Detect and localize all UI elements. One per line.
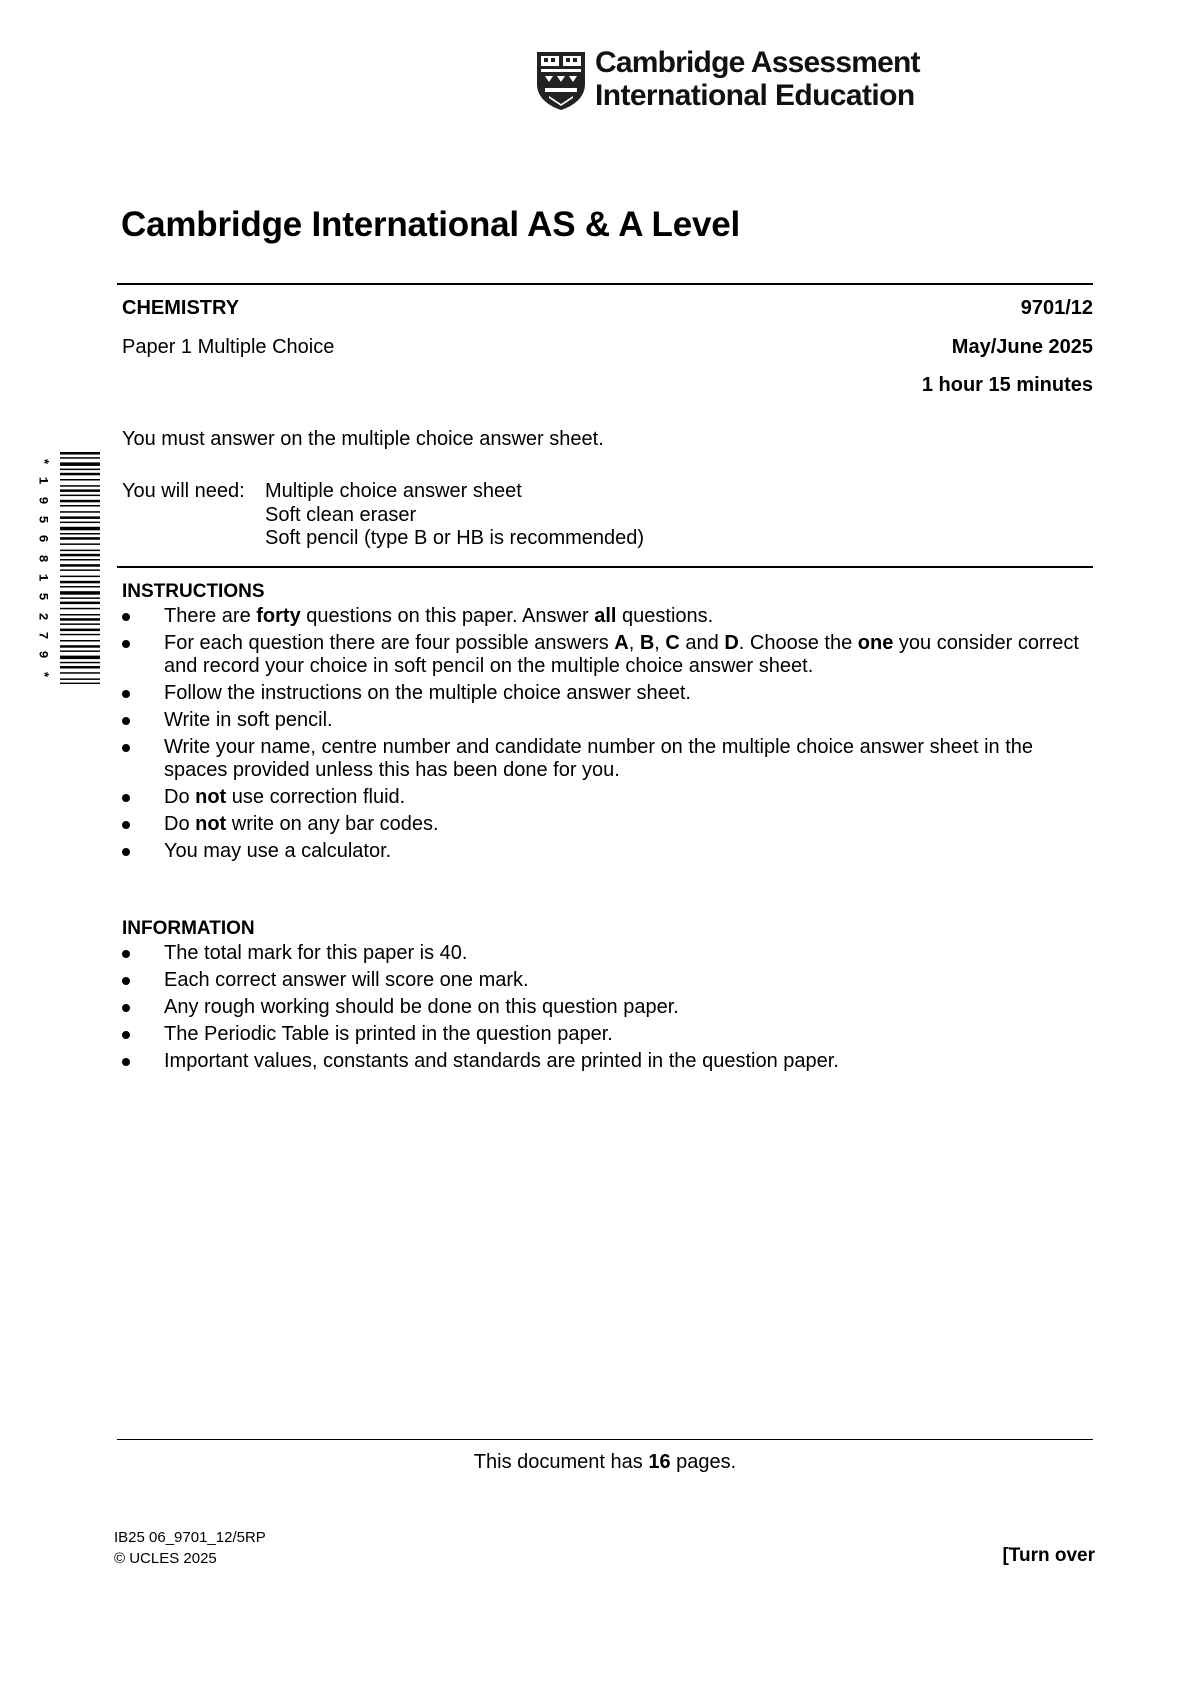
instruction-text: you consider correct and record your choice in soft pencil on the multiple choice answer sheet.: [164, 632, 1079, 677]
barcode-bar: [60, 629, 100, 632]
barcode-digit: 1: [35, 476, 51, 485]
paper-title: Paper 1 Multiple Choice: [122, 336, 335, 358]
barcode-bar: [60, 586, 100, 588]
barcode-bar: [60, 618, 100, 621]
need-label: You will need:: [122, 480, 245, 502]
instruction-item: [122, 632, 1097, 678]
instruction-text: You may use a calculator.: [164, 840, 392, 862]
barcode-digit: *: [35, 670, 51, 679]
barcode-digit: 7: [35, 631, 51, 640]
page-count-suffix: pages.: [670, 1451, 737, 1473]
header-top-rule: [117, 283, 1093, 285]
need-item: Soft pencil (type B or HB is recommended): [265, 527, 645, 549]
instruction-emphasis: not: [195, 813, 227, 835]
logo-line-2: International Education: [595, 79, 915, 112]
barcode-bar: [60, 591, 100, 595]
barcode-bar: [60, 614, 100, 616]
information-item: The Periodic Table is printed in the question paper.: [122, 1023, 1097, 1046]
barcode-bar: [60, 683, 100, 684]
barcode-digits: [34, 452, 52, 684]
barcode-bar: [60, 511, 100, 513]
information-item: Any rough working should be done on this question paper.: [122, 996, 1097, 1019]
instruction-item: [122, 813, 1097, 836]
instructions-heading: INSTRUCTIONS: [122, 581, 265, 602]
instruction-item: [122, 605, 1097, 628]
instruction-emphasis: one: [857, 632, 894, 654]
barcode-bar: [60, 452, 100, 455]
logo-line-1: Cambridge Assessment: [595, 46, 920, 79]
need-item: Multiple choice answer sheet: [265, 480, 522, 502]
turn-over-label: [Turn over: [1002, 1545, 1095, 1566]
barcode-bar: [60, 469, 100, 471]
barcode-bar: [60, 559, 100, 561]
instruction-text: Follow the instructions on the multiple choice answer sheet.: [164, 682, 691, 704]
information-item: Important values, constants and standards are printed in the question paper.: [122, 1050, 1097, 1073]
instructions-list: [122, 605, 1097, 867]
instruction-item: [122, 786, 1097, 809]
exam-duration: 1 hour 15 minutes: [921, 374, 1093, 396]
instruction-item: [122, 709, 1097, 732]
cambridge-shield-icon: [535, 50, 587, 112]
barcode-bar: [60, 602, 100, 605]
cambridge-logo: [535, 46, 920, 116]
instructions-top-rule: [117, 566, 1093, 568]
instruction-emphasis: B: [639, 632, 655, 654]
instruction-text: use correction fluid.: [226, 786, 406, 808]
information-item: Each correct answer will score one mark.: [122, 969, 1097, 992]
barcode-digit: 5: [35, 515, 51, 524]
barcode-bar: [60, 500, 100, 503]
instruction-emphasis: A: [614, 632, 629, 654]
instruction-text: Do: [164, 786, 196, 808]
instruction-text: write on any bar codes.: [226, 813, 439, 835]
barcode-bar: [60, 645, 100, 648]
barcode-bar: [60, 554, 100, 557]
barcode-digit: 2: [35, 612, 51, 621]
instruction-emphasis: all: [594, 605, 617, 627]
barcode-bar: [60, 666, 100, 669]
barcode-bar: [60, 527, 100, 531]
barcode-bar: [60, 597, 100, 599]
qualification-title: Cambridge International AS & A Level: [121, 205, 741, 244]
subject-name: CHEMISTRY: [122, 297, 240, 319]
barcode-bar: [60, 495, 100, 497]
barcode-digit: 9: [35, 650, 51, 659]
barcode-digit: 1: [35, 573, 51, 582]
syllabus-code: 9701/12: [1020, 297, 1093, 319]
instruction-text: . Choose the: [738, 632, 858, 654]
barcode-bar: [60, 516, 100, 519]
barcode-digit: 8: [35, 554, 51, 563]
barcode-bar: [60, 650, 100, 652]
barcode-bar: [60, 505, 100, 507]
barcode-digit: 9: [35, 496, 51, 505]
instruction-text: and: [679, 632, 725, 654]
barcode-bar: [60, 457, 100, 459]
page-count-value: 16: [648, 1451, 671, 1473]
barcode-bar: [60, 522, 100, 524]
barcode-bar: [60, 656, 100, 660]
instruction-text: Do: [164, 813, 196, 835]
logo-wordmark: [595, 46, 920, 112]
instruction-item: [122, 736, 1097, 782]
barcode-bar: [60, 489, 100, 492]
instruction-item: [122, 682, 1097, 705]
instruction-emphasis: forty: [256, 605, 301, 627]
reference-code: IB25 06_9701_12/5RP: [114, 1529, 266, 1546]
barcode-bar: [60, 462, 100, 466]
information-item: The total mark for this paper is 40.: [122, 942, 1097, 965]
barcode-bar: [60, 640, 100, 642]
barcode-bar: [60, 634, 100, 636]
document-reference: [114, 1527, 266, 1569]
barcode-bar: [60, 576, 100, 578]
instruction-text: Write in soft pencil.: [164, 709, 333, 731]
page-count-prefix: This document has: [473, 1451, 649, 1473]
instruction-emphasis: not: [195, 786, 227, 808]
copyright-notice: © UCLES 2025: [114, 1550, 217, 1567]
instruction-emphasis: D: [724, 632, 739, 654]
need-list: [265, 480, 644, 551]
barcode-bar: [60, 533, 100, 535]
exam-session: May/June 2025: [951, 336, 1093, 358]
barcode-bar: [60, 569, 100, 571]
information-list: [122, 942, 1097, 1077]
barcode-bar: [60, 564, 100, 567]
barcode-digit: 5: [35, 592, 51, 601]
barcode-bar: [60, 479, 100, 481]
page-count-note: [0, 1451, 1200, 1474]
barcode-bar: [60, 550, 100, 552]
barcode-digit: 6: [35, 534, 51, 543]
instruction-emphasis: C: [665, 632, 680, 654]
barcode-bar: [60, 485, 100, 487]
instruction-text: ,: [654, 632, 666, 654]
barcode-bar: [60, 537, 100, 540]
candidate-barcode: [34, 452, 104, 684]
need-item: Soft clean eraser: [265, 503, 417, 526]
barcode-bar: [60, 473, 100, 476]
barcode-bar: [60, 672, 100, 674]
instruction-text: There are: [164, 605, 257, 627]
instruction-text: questions on this paper. Answer: [300, 605, 595, 627]
barcode-bar: [60, 678, 100, 680]
instruction-text: For each question there are four possible answers: [164, 632, 615, 654]
information-heading: INFORMATION: [122, 918, 255, 939]
answer-sheet-notice: You must answer on the multiple choice answer sheet.: [122, 428, 604, 450]
barcode-digit: *: [35, 457, 51, 466]
barcode-bar: [60, 662, 100, 664]
instruction-item: [122, 840, 1097, 863]
instruction-text: questions.: [616, 605, 714, 627]
barcode-bars: [60, 452, 100, 684]
footer-rule: [117, 1439, 1093, 1440]
barcode-bar: [60, 543, 100, 545]
barcode-bar: [60, 623, 100, 625]
instruction-text: Write your name, centre number and candidate number on the multiple choice answer sheet in the spaces provided unless this has been done for you.: [164, 736, 1034, 781]
barcode-bar: [60, 581, 100, 584]
instruction-text: ,: [628, 632, 640, 654]
barcode-bar: [60, 608, 100, 610]
